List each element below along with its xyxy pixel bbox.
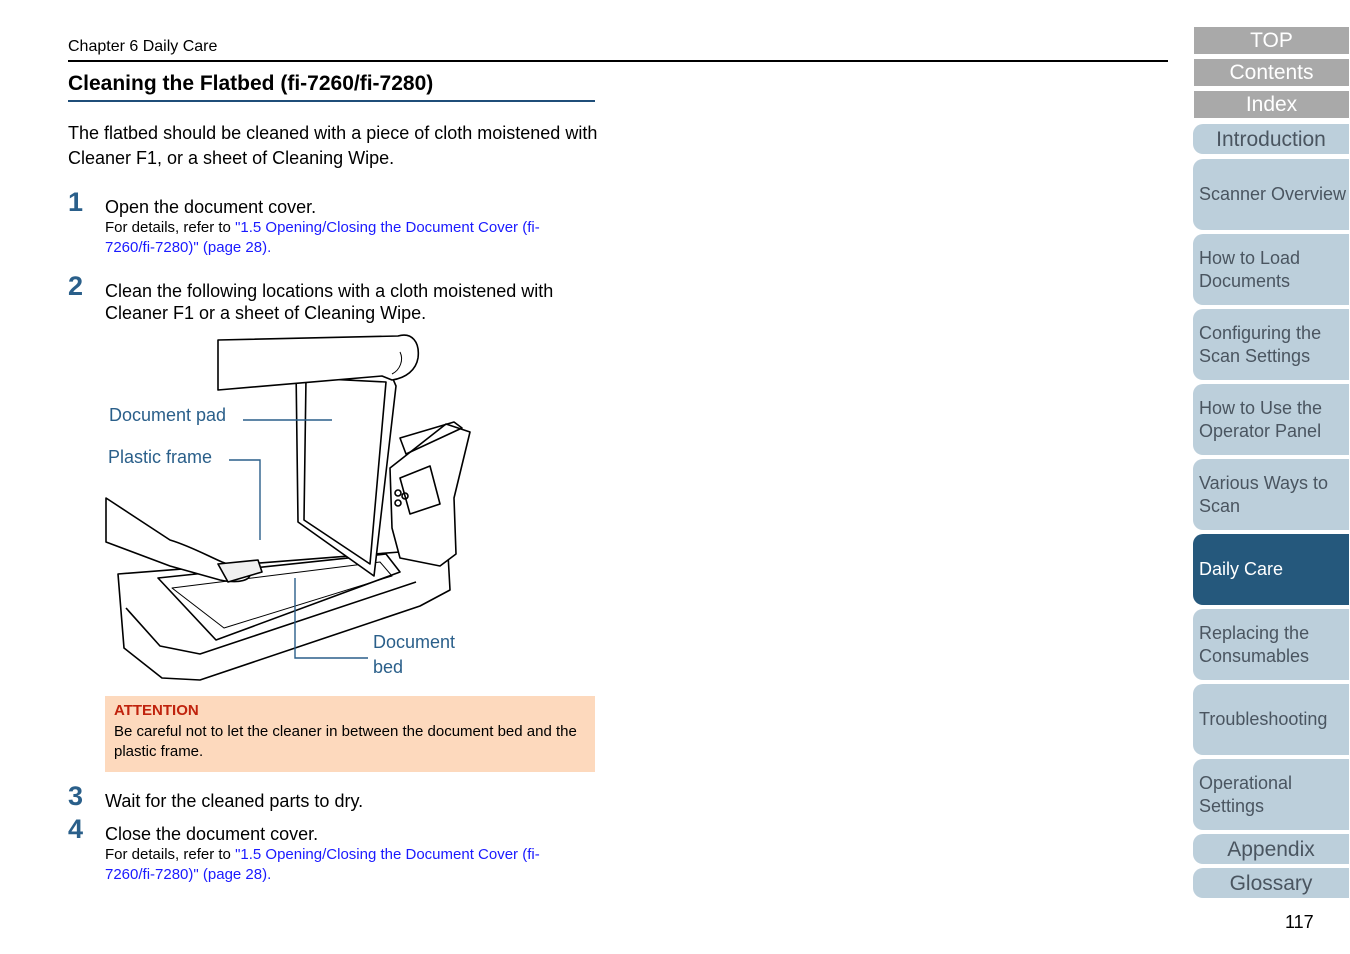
nav-top-button[interactable]: TOP <box>1194 27 1349 54</box>
page-number: 117 <box>1285 912 1314 932</box>
tab-operator-panel[interactable]: How to Use the Operator Panel <box>1193 384 1349 455</box>
label-plastic-frame: Plastic frame <box>108 447 213 467</box>
step-4-detail-link[interactable]: "1.5 Opening/Closing the Document Cover (fi-7260/fi-7280)" (page 28). <box>105 846 540 883</box>
step-1-detail <box>105 218 585 258</box>
tab-operational-settings[interactable]: Operational Settings <box>1193 759 1349 830</box>
step-1-detail-prefix: For details, refer to <box>105 219 236 236</box>
intro-paragraph: The flatbed should be cleaned with a piece of cloth moistened with Cleaner F1, or a sheet of Cleaning Wipe. <box>68 123 598 168</box>
label-document-bed-line1: Document <box>373 632 456 652</box>
tab-scanner-overview[interactable]: Scanner Overview <box>1193 159 1349 230</box>
label-document-pad: Document pad <box>109 405 227 425</box>
tab-replacing-consumables[interactable]: Replacing the Consumables <box>1193 609 1349 680</box>
tab-how-to-load-documents[interactable]: How to Load Documents <box>1193 234 1349 305</box>
nav-index-button[interactable]: Index <box>1194 91 1349 118</box>
step-2-number: 2 <box>68 271 84 301</box>
page-title: Cleaning the Flatbed (fi-7260/fi-7280) <box>68 72 434 95</box>
label-document-bed-line2: bed <box>373 657 404 677</box>
tab-various-ways-to-scan[interactable]: Various Ways to Scan <box>1193 459 1349 530</box>
header-divider <box>68 60 1168 62</box>
tab-troubleshooting[interactable]: Troubleshooting <box>1193 684 1349 755</box>
step-4-detail <box>105 845 585 885</box>
tab-configuring-scan-settings[interactable]: Configuring the Scan Settings <box>1193 309 1349 380</box>
chapter-heading: Chapter 6 Daily Care <box>68 38 218 55</box>
step-1-number: 1 <box>68 187 84 217</box>
step-4-text: Close the document cover. <box>105 824 319 844</box>
flatbed-illustration <box>100 328 480 693</box>
title-underline <box>68 100 595 102</box>
tab-introduction[interactable]: Introduction <box>1193 124 1349 154</box>
tab-daily-care[interactable]: Daily Care <box>1193 534 1349 605</box>
attention-body: Be careful not to let the cleaner in between the document bed and the plastic frame. <box>114 723 577 760</box>
step-3-text: Wait for the cleaned parts to dry. <box>105 791 364 811</box>
step-1-detail-link[interactable]: "1.5 Opening/Closing the Document Cover (fi-7260/fi-7280)" (page 28). <box>105 219 540 256</box>
attention-heading: ATTENTION <box>114 702 199 719</box>
attention-box <box>105 696 595 772</box>
tab-appendix[interactable]: Appendix <box>1193 834 1349 864</box>
step-4-number: 4 <box>68 814 84 844</box>
nav-contents-button[interactable]: Contents <box>1194 59 1349 86</box>
step-1-text: Open the document cover. <box>105 197 317 217</box>
step-2-text: Clean the following locations with a cloth moistened with Cleaner F1 or a sheet of Cleaning Wipe. <box>105 281 554 323</box>
step-3-number: 3 <box>68 781 84 811</box>
tab-glossary[interactable]: Glossary <box>1193 868 1349 898</box>
step-4-detail-prefix: For details, refer to <box>105 846 236 863</box>
